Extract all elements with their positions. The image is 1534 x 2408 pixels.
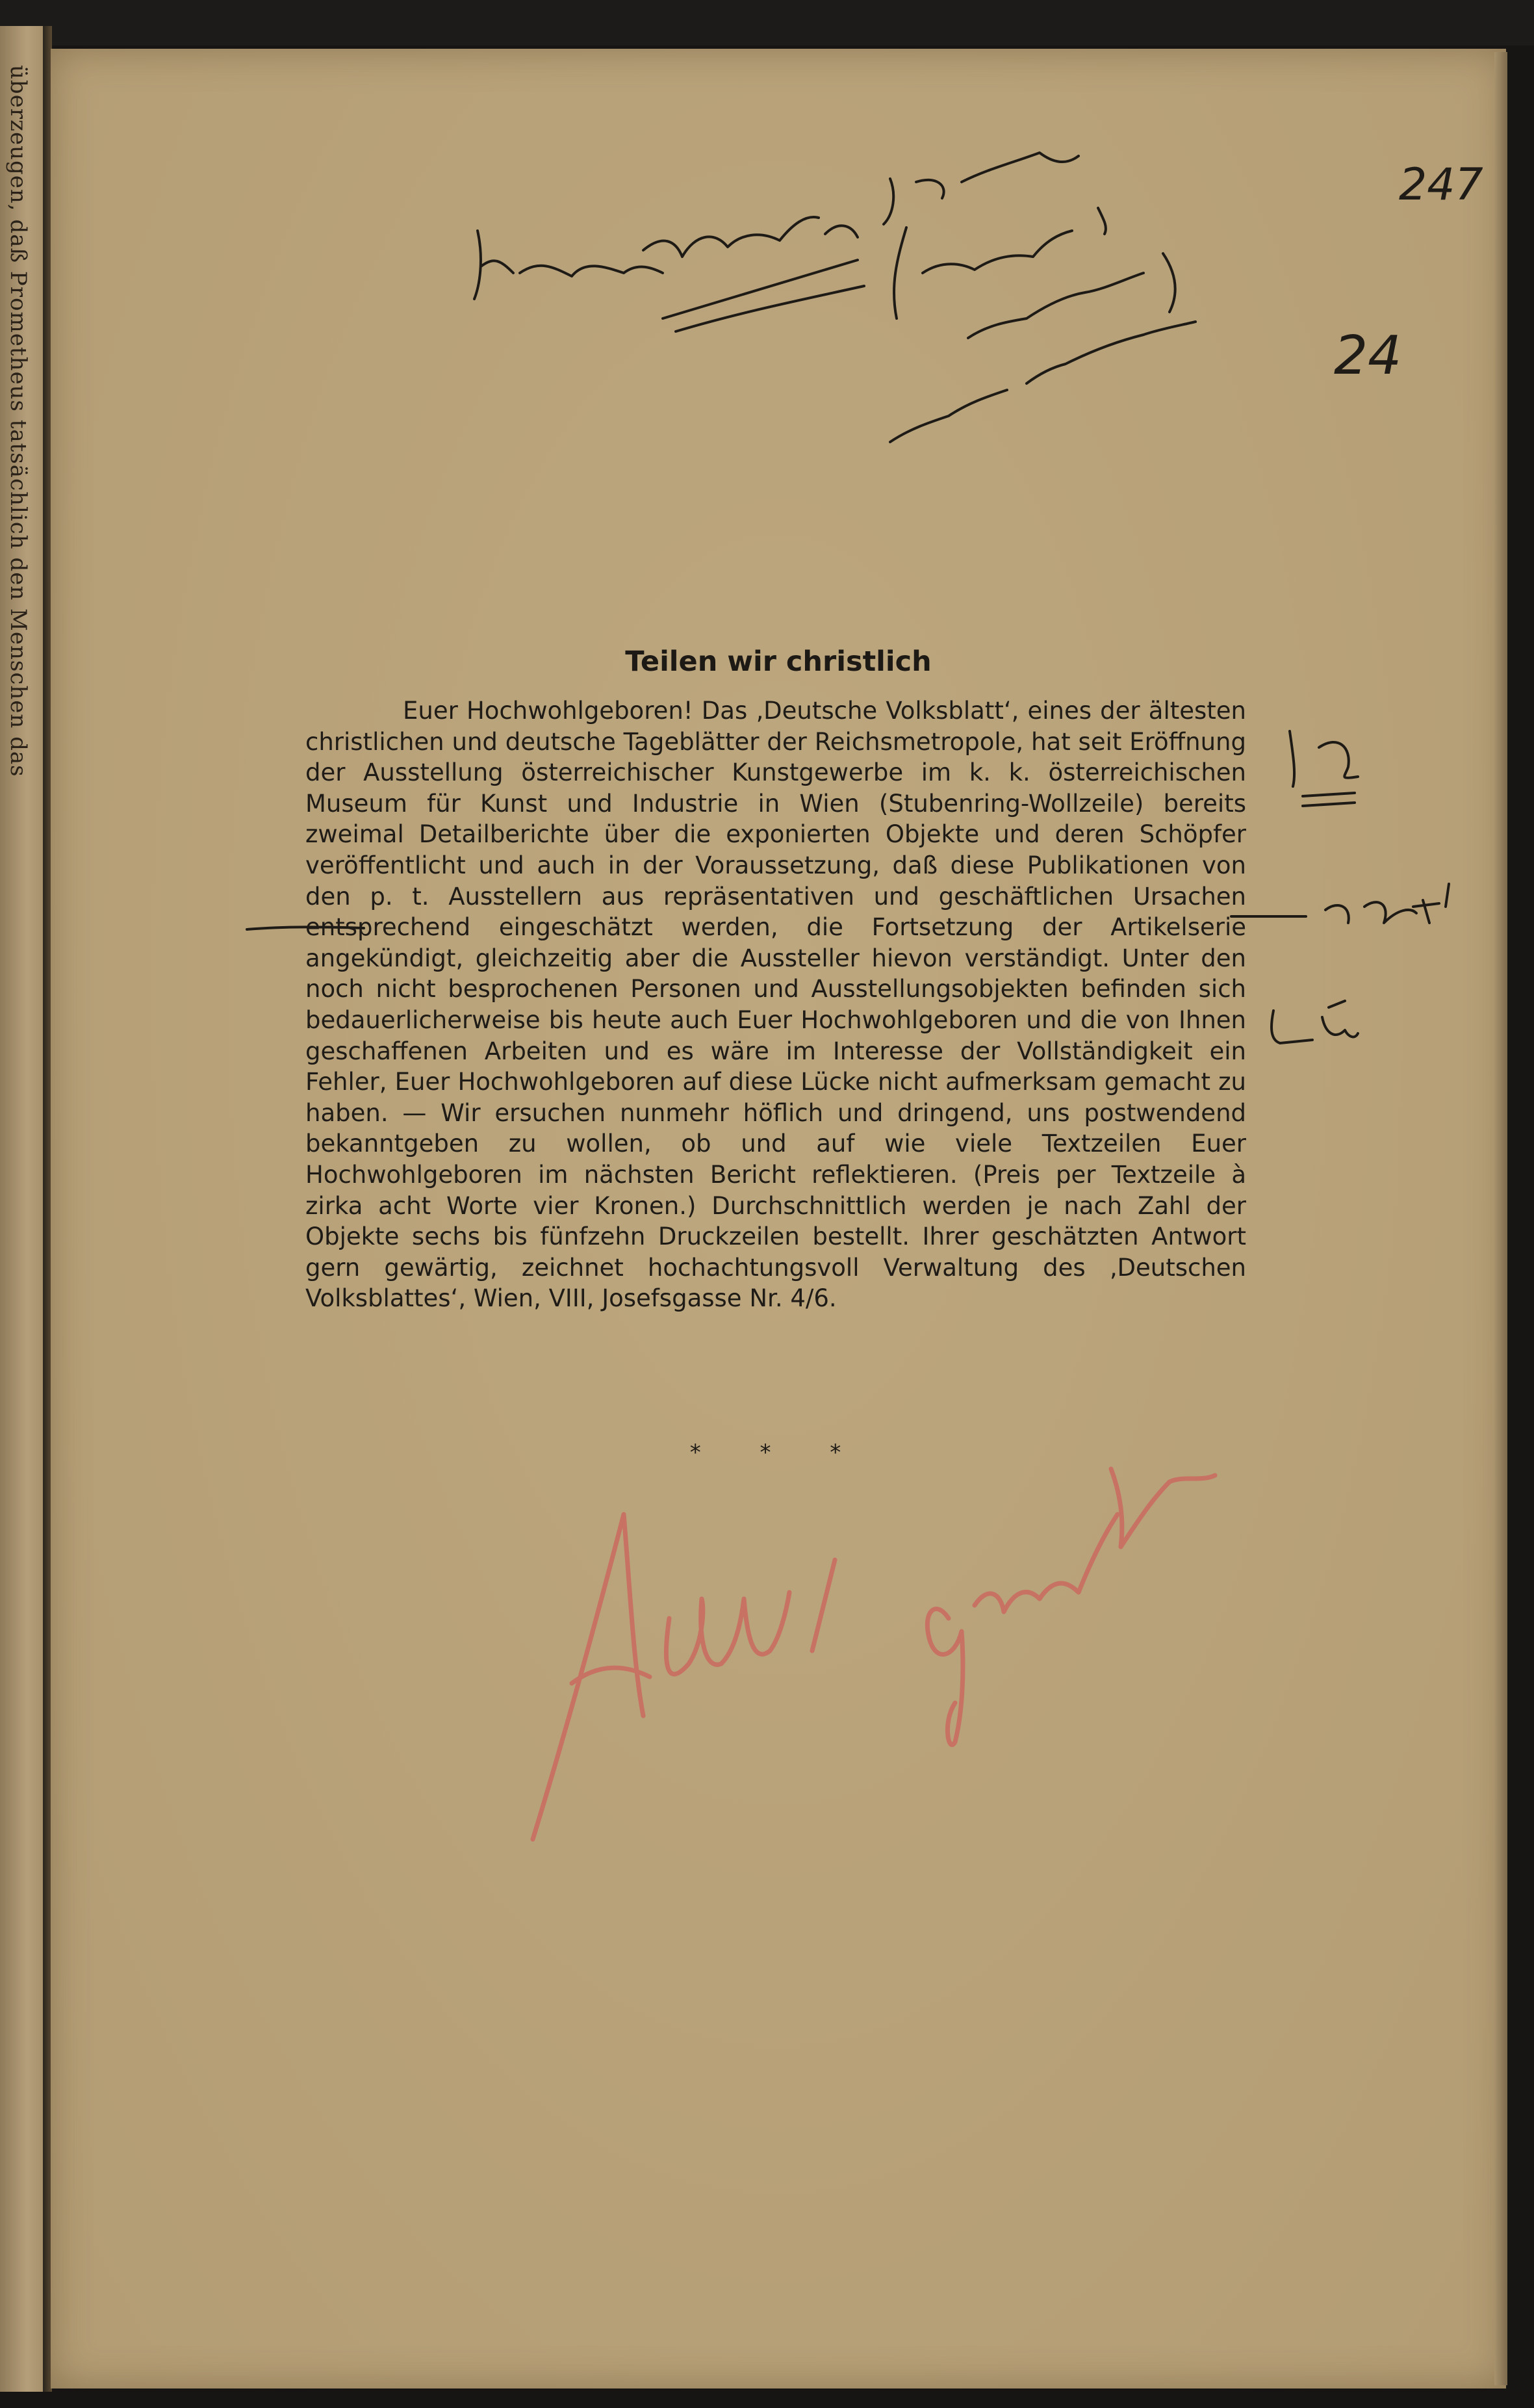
page-edge (1494, 52, 1507, 2385)
page-number: 247 (1399, 159, 1483, 211)
adjacent-page (0, 26, 45, 2392)
scanner-background (0, 0, 1534, 45)
article-title: Teilen wir christlich (625, 645, 932, 678)
adjacent-page-text: überzeugen, daß Prometheus tatsächlich den Menschen das (5, 65, 31, 777)
handwritten-number: 24 (1334, 325, 1402, 387)
article-body: Euer Hochwohlgeboren! Das ‚Deutsche Volksblatt‘, eines der ältesten christlichen und deutsche Tageblätter der Reichsmetropole, hat seit Eröffnung der Ausstellung österreichischer Kunstgewerbe im k. k. österreichischen Museum für Kunst und Industrie in Wien (Stubenring-Wollzeile) bereits zweimal Detailberichte über die exponierten Objekte und deren Schöpfer veröffentlicht und auch in der Voraussetzung, daß diese Publikationen von den p. t. Ausstellern aus repräsentativen und geschäftlichen Ursachen entsprechend eingeschätzt werden, die Fortsetzung der Artikelserie angekündigt, gleichzeitig aber die Aussteller hievon verständigt. Unter den noch nicht besprochenen Personen und Ausstellungsobjekten befinden sich bedauerlicherweise bis heute auch Euer Hochwohlgeboren und die von Ihnen geschaffenen Arbeiten und es wäre im Interesse der Vollständigkeit ein Fehler, Euer Hochwohlgeboren auf diese Lücke nicht aufmerksam gemacht zu haben. — Wir ersuchen nunmehr höflich und dringend, uns postwendend bekanntgeben zu wollen, ob und auf wie viele Textzeilen Euer Hochwohlgeboren im nächsten Bericht reflektieren. (Preis per Textzeile à zirka acht Worte vier Kronen.) Durchschnittlich werden je nach Zahl der Objekte sechs bis fünfzehn Druckzeilen bestellt. Ihrer geschätzten Antwort gern gewärtig, zeichnet hochachtungsvoll Verwaltung des ‚Deutschen Volksblattes‘, Wien, VIII, Josefsgasse Nr. 4/6. (305, 697, 1246, 1313)
document-page (51, 49, 1506, 2389)
section-separator: * * * (689, 1440, 867, 1466)
